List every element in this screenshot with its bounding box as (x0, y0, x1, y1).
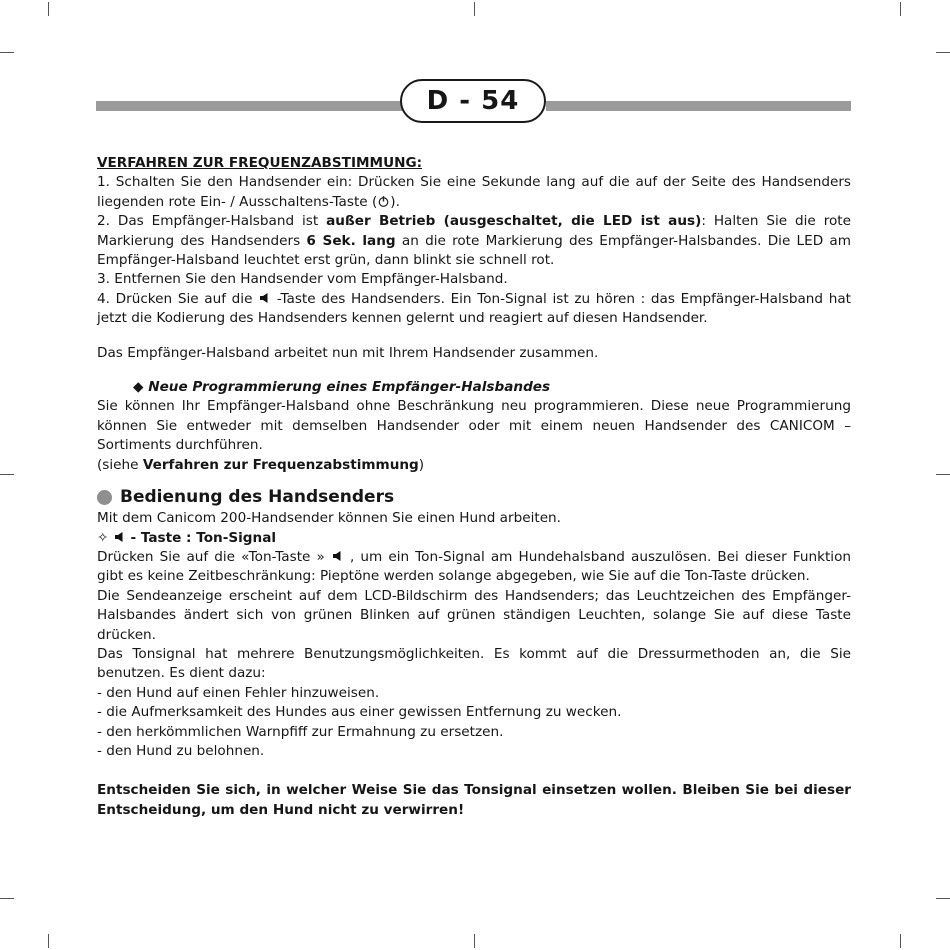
header-rule-left (96, 101, 402, 111)
speaker-icon (331, 550, 344, 562)
reprogram-heading: ◆ Neue Programmierung eines Empfänger-Halsbandes (133, 379, 551, 396)
crop-mark (936, 898, 950, 899)
tone-paragraph-1: Drücken Sie auf die «Ton-Taste » , um ein Ton-Signal am Hundehalsband auszulösen. Bei dieser Funktion gibt es keine Zeitbeschränkung: Pieptöne werden solange abgegeben, wie Sie auf die Ton-Taste drücken. (97, 548, 852, 585)
section-heading: Bedienung des Handsenders (97, 485, 851, 509)
crop-mark (900, 934, 901, 948)
reprogram-text: Sie können Ihr Empfänger-Halsband ohne Beschränkung neu programmieren. Diese neue Programmierung können Sie entweder mit demselben Handsender oder mit einem neuen Handsender des CANICOM – Sortiments durchführen. (97, 398, 851, 454)
list-item: - den Hund zu belohnen. (97, 742, 265, 759)
tone-heading: ✧ - Taste : Ton-Signal (97, 529, 277, 546)
step-2: 2. Das Empfänger-Halsband ist außer Betrieb (ausgeschaltet, die LED ist aus): Halten Sie die rote Markierung des Handsenders 6 Sek. lang an die rote Markierung des Empfänger-Halsbandes. Die LED am Empfänger-Halsband leuchtet erst grün, dann blinkt sie schnell rot. (97, 213, 852, 269)
step-3: 3. Entfernen Sie den Handsender vom Empfänger-Halsband. (97, 271, 508, 288)
crop-mark (48, 934, 49, 948)
works-together-text: Das Empfänger-Halsband arbeitet nun mit Ihrem Handsender zusammen. (97, 344, 599, 361)
crop-mark (0, 474, 14, 475)
page-number: D - 54 (400, 79, 546, 123)
canicom-text: Mit dem Canicom 200-Handsender können Sie einen Hund arbeiten. (97, 510, 561, 527)
speaker-icon (258, 292, 271, 304)
circle-bullet-icon (97, 490, 112, 505)
list-item: - die Aufmerksamkeit des Hundes aus einer gewissen Entfernung zu wecken. (97, 704, 622, 721)
power-icon (377, 195, 390, 208)
tone-paragraph-2: Die Sendeanzeige erscheint auf dem LCD-Bildschirm des Handsenders; das Leuchtzeichen des Empfänger-Halsbandes ändert sich von grünen Blinken auf grünen ständigen Leuchten, solange Sie auf diese Taste drücken. (97, 587, 851, 643)
procedure-heading: VERFAHREN ZUR FREQUENZABSTIMMUNG: (97, 155, 423, 171)
crop-mark (48, 2, 49, 16)
speaker-icon (113, 531, 126, 543)
crop-mark (936, 52, 950, 53)
step-1: 1. Schalten Sie den Handsender ein: Drücken Sie eine Sekunde lang auf die auf der Seite des Handsenders liegenden rote Ein- / Ausschaltens-Taste ( ). (97, 174, 851, 210)
crop-mark (474, 2, 475, 16)
crop-mark (0, 52, 14, 53)
header-rule-right (546, 101, 851, 111)
tone-paragraph-3: Das Tonsignal hat mehrere Benutzungsmöglichkeiten. Es kommt auf die Dressurmethoden an, die Sie benutzen. Es dient dazu: (97, 645, 851, 682)
crop-mark (936, 474, 950, 475)
crop-mark (0, 898, 14, 899)
closing-note: Entscheiden Sie sich, in welcher Weise Sie das Tonsignal einsetzen wollen. Bleiben Sie bei dieser Entscheidung, um den Hund nicht zu verwirren! (97, 782, 851, 818)
four-point-diamond-icon: ✧ (97, 529, 109, 546)
diamond-bullet-icon: ◆ (133, 379, 144, 396)
see-procedure: (siehe Verfahren zur Frequenzabstimmung) (97, 456, 425, 473)
crop-mark (474, 934, 475, 948)
page-body (97, 154, 851, 820)
crop-mark (900, 2, 901, 16)
list-item: - den Hund auf einen Fehler hinzuweisen. (97, 684, 380, 701)
step-4: 4. Drücken Sie auf die -Taste des Handsenders. Ein Ton-Signal ist zu hören : das Empfänger-Halsband hat jetzt die Kodierung des Handsenders kennen gelernt und reagiert auf diesen Handsender. (97, 290, 852, 327)
list-item: - den herkömmlichen Warnpfiff zur Ermahnung zu ersetzen. (97, 723, 504, 740)
